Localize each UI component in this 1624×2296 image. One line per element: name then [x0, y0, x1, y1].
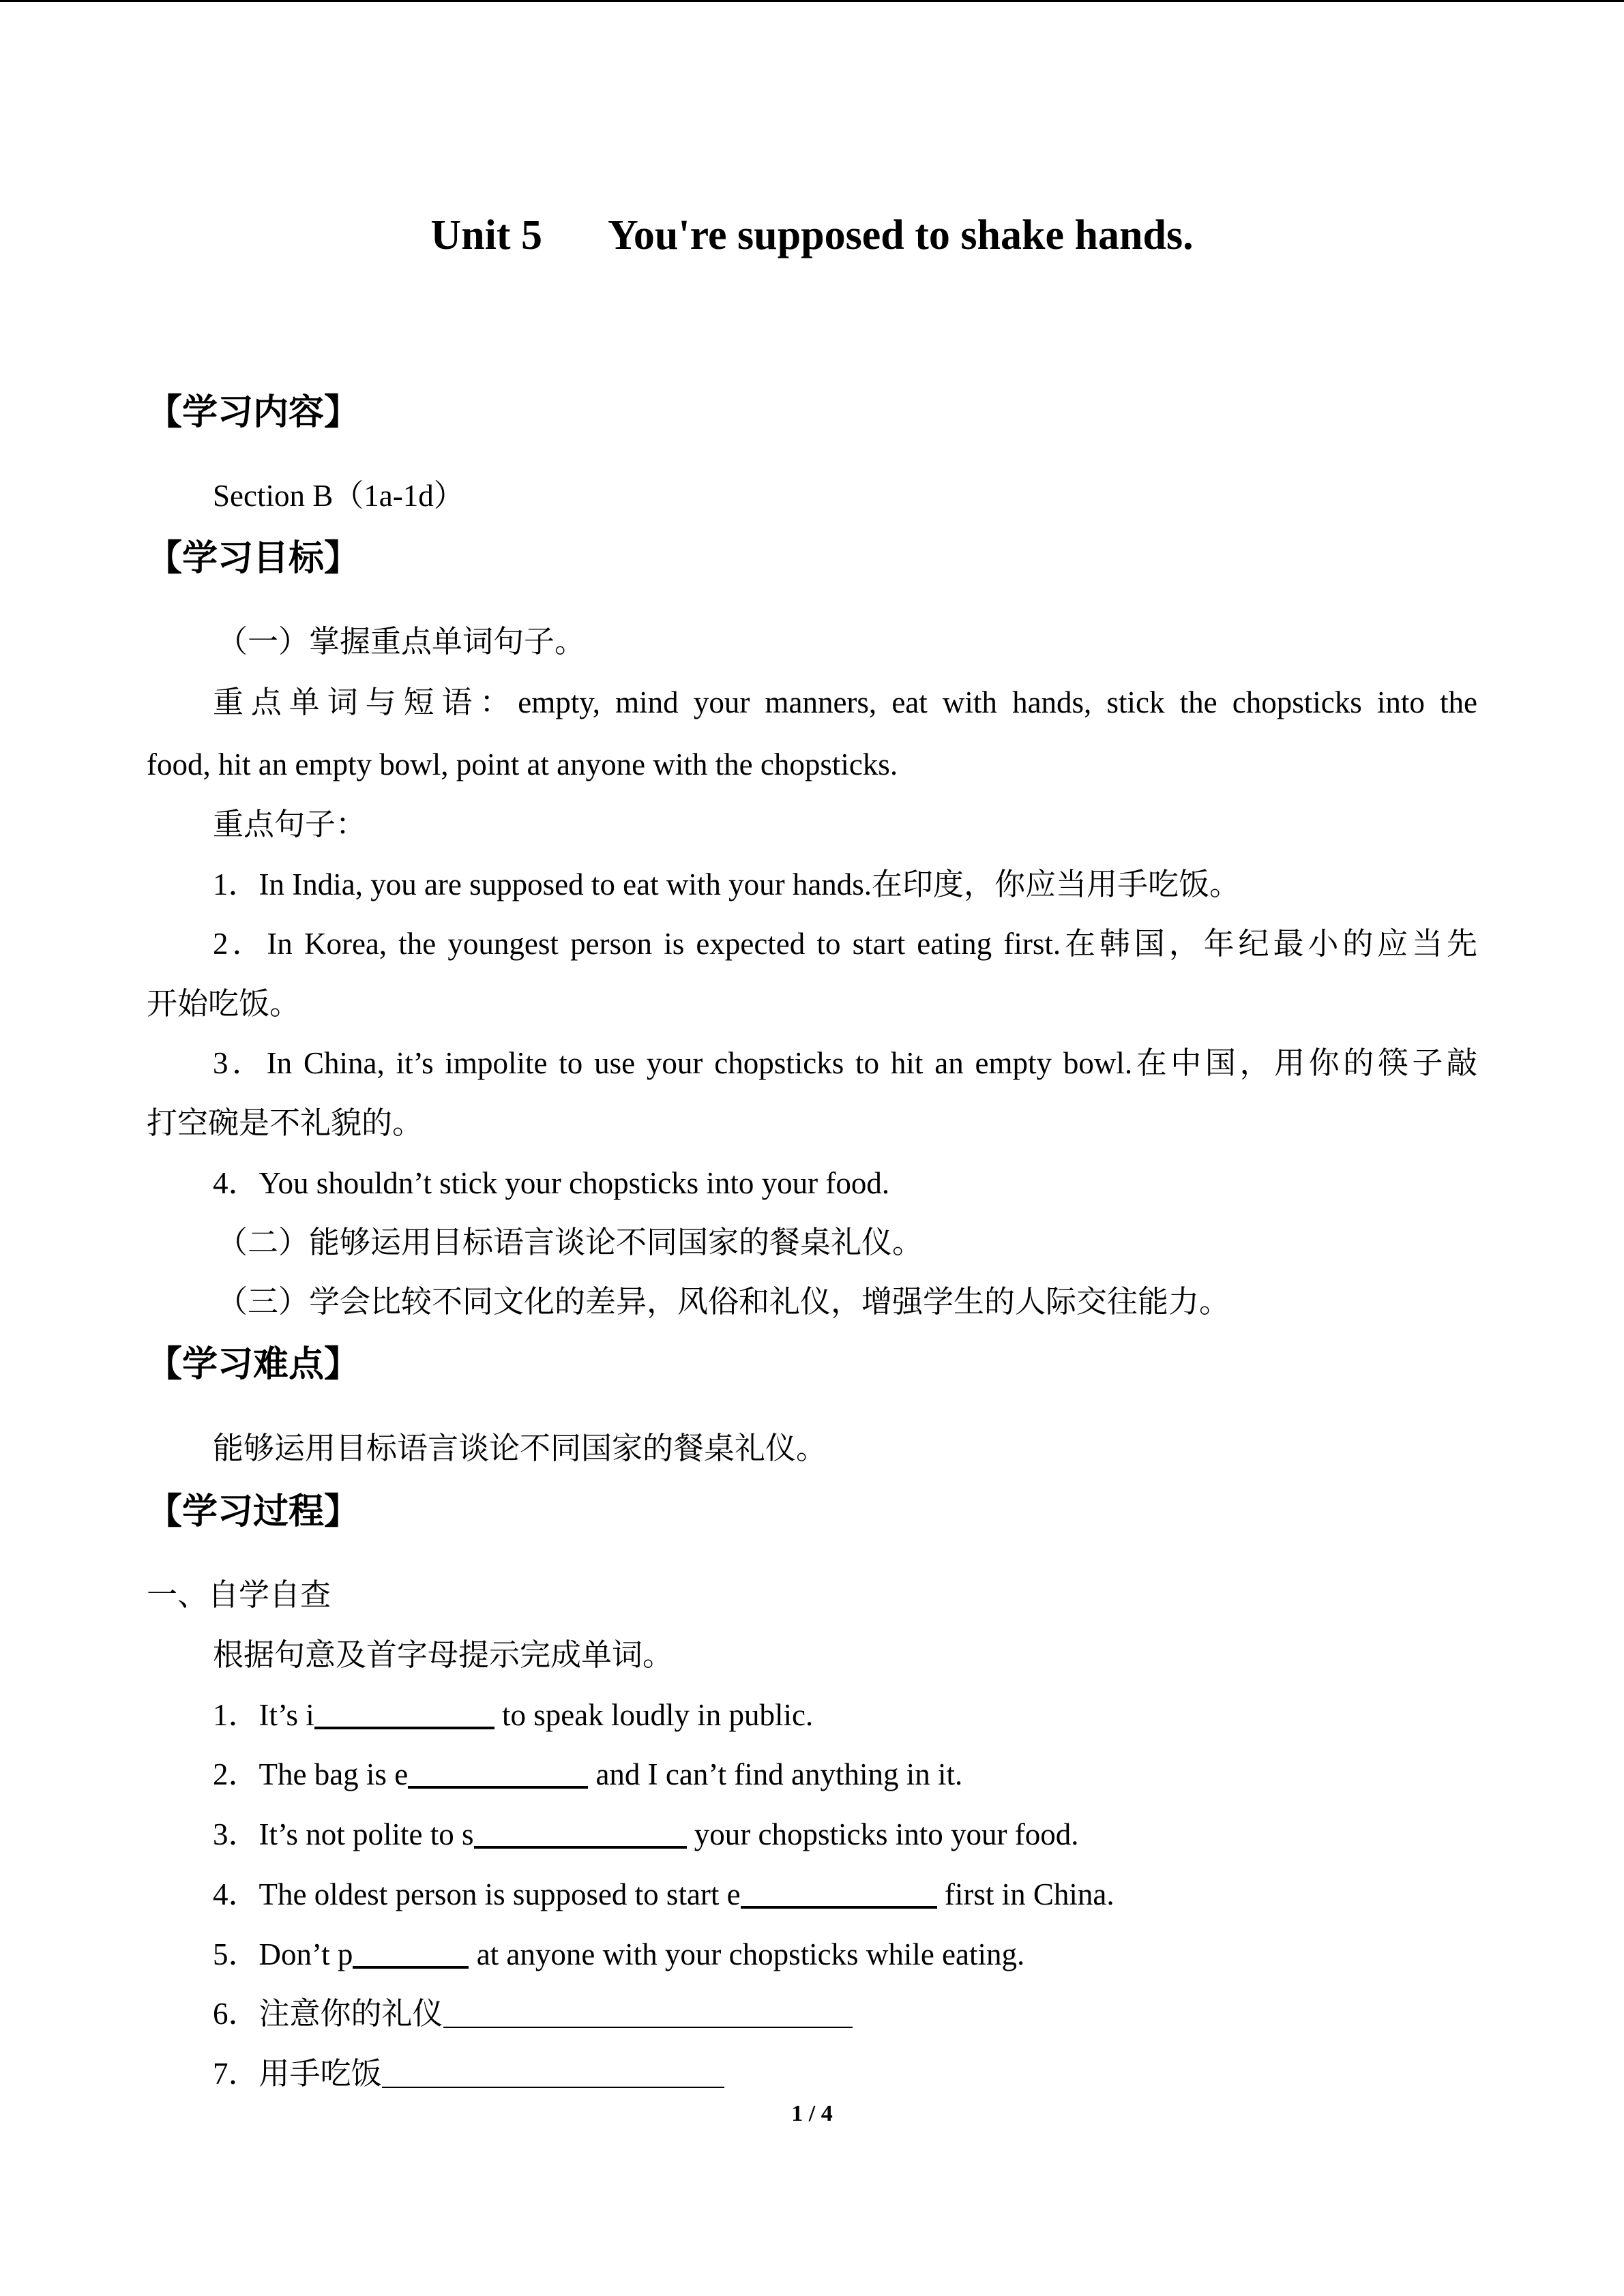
key-sentences-label: 重点句子： [213, 807, 367, 841]
goal-3: （三）学会比较不同文化的差异，风俗和礼仪，增强学生的人际交往能力。 [217, 1285, 1230, 1319]
key-sentence-1: 1．In India, you are supposed to eat with your hands.在印度，你应当用手吃饭。 [213, 867, 1241, 901]
part-1-heading: 一、自学自查 [147, 1578, 331, 1612]
title-text: You're supposed to shake hands. [608, 212, 1194, 258]
answer-blank-7[interactable] [382, 2057, 724, 2088]
section-header-goals: 【学习目标】 [147, 538, 360, 579]
answer-blank-2[interactable] [408, 1756, 588, 1789]
key-sentence-3-line-2: 打空碗是不礼貌的。 [147, 1106, 424, 1140]
exercise-instruction: 根据句意及首字母提示完成单词。 [213, 1638, 674, 1672]
key-words-line-2: food, hit an empty bowl, point at anyone with the chopsticks. [147, 747, 898, 781]
key-sentence-2-line-2: 开始吃饭。 [147, 987, 301, 1021]
key-sentence-3-line-1: 3．In China, it’s impolite to use your chopsticks to hit an empty bowl.在中国，用你的筷子敲 [213, 1046, 1477, 1080]
goal-2: （二）能够运用目标语言谈论不同国家的餐桌礼仪。 [217, 1225, 924, 1259]
exercise-item-5: 5．Don’t p at anyone with your chopsticks while eating. [213, 1937, 1025, 1971]
goal-1: （一）掌握重点单词句子。 [217, 625, 586, 659]
key-sentence-4: 4．You shouldn’t stick your chopsticks into your food. [213, 1166, 890, 1200]
exercise-item-6: 6．注意你的礼仪 [213, 1993, 853, 2035]
top-border [0, 0, 1624, 2]
difficulty-text: 能够运用目标语言谈论不同国家的餐桌礼仪。 [213, 1431, 827, 1465]
key-words-line-1: 重点单词与短语：empty, mind your manners, eat with hands, stick the chopsticks into the [213, 685, 1477, 719]
section-header-process: 【学习过程】 [147, 1491, 360, 1532]
answer-blank-4[interactable] [741, 1876, 937, 1909]
exercise-item-1: 1．It’s i to speak loudly in public. [213, 1698, 814, 1732]
exercise-item-7: 7．用手吃饭 [213, 2053, 724, 2095]
answer-blank-1[interactable] [314, 1697, 494, 1729]
answer-blank-5[interactable] [353, 1936, 469, 1969]
content-text: Section B（1a-1d） [213, 479, 464, 513]
answer-blank-3[interactable] [474, 1816, 687, 1849]
exercise-item-3: 3．It’s not polite to s your chopsticks into your food. [213, 1817, 1079, 1851]
answer-blank-6[interactable] [443, 1997, 853, 2028]
key-sentence-2-line-1: 2．In Korea, the youngest person is expected to start eating first.在韩国，年纪最小的应当先 [213, 927, 1477, 961]
section-header-difficulty: 【学习难点】 [147, 1344, 360, 1385]
exercise-item-2: 2．The bag is e and I can’t find anything in it. [213, 1757, 963, 1791]
section-header-content: 【学习内容】 [147, 392, 360, 433]
title-unit: Unit 5 [430, 212, 543, 258]
page-title [0, 208, 1624, 263]
page-number: 1 / 4 [791, 2101, 833, 2126]
exercise-item-4: 4．The oldest person is supposed to start e first in China. [213, 1877, 1114, 1911]
